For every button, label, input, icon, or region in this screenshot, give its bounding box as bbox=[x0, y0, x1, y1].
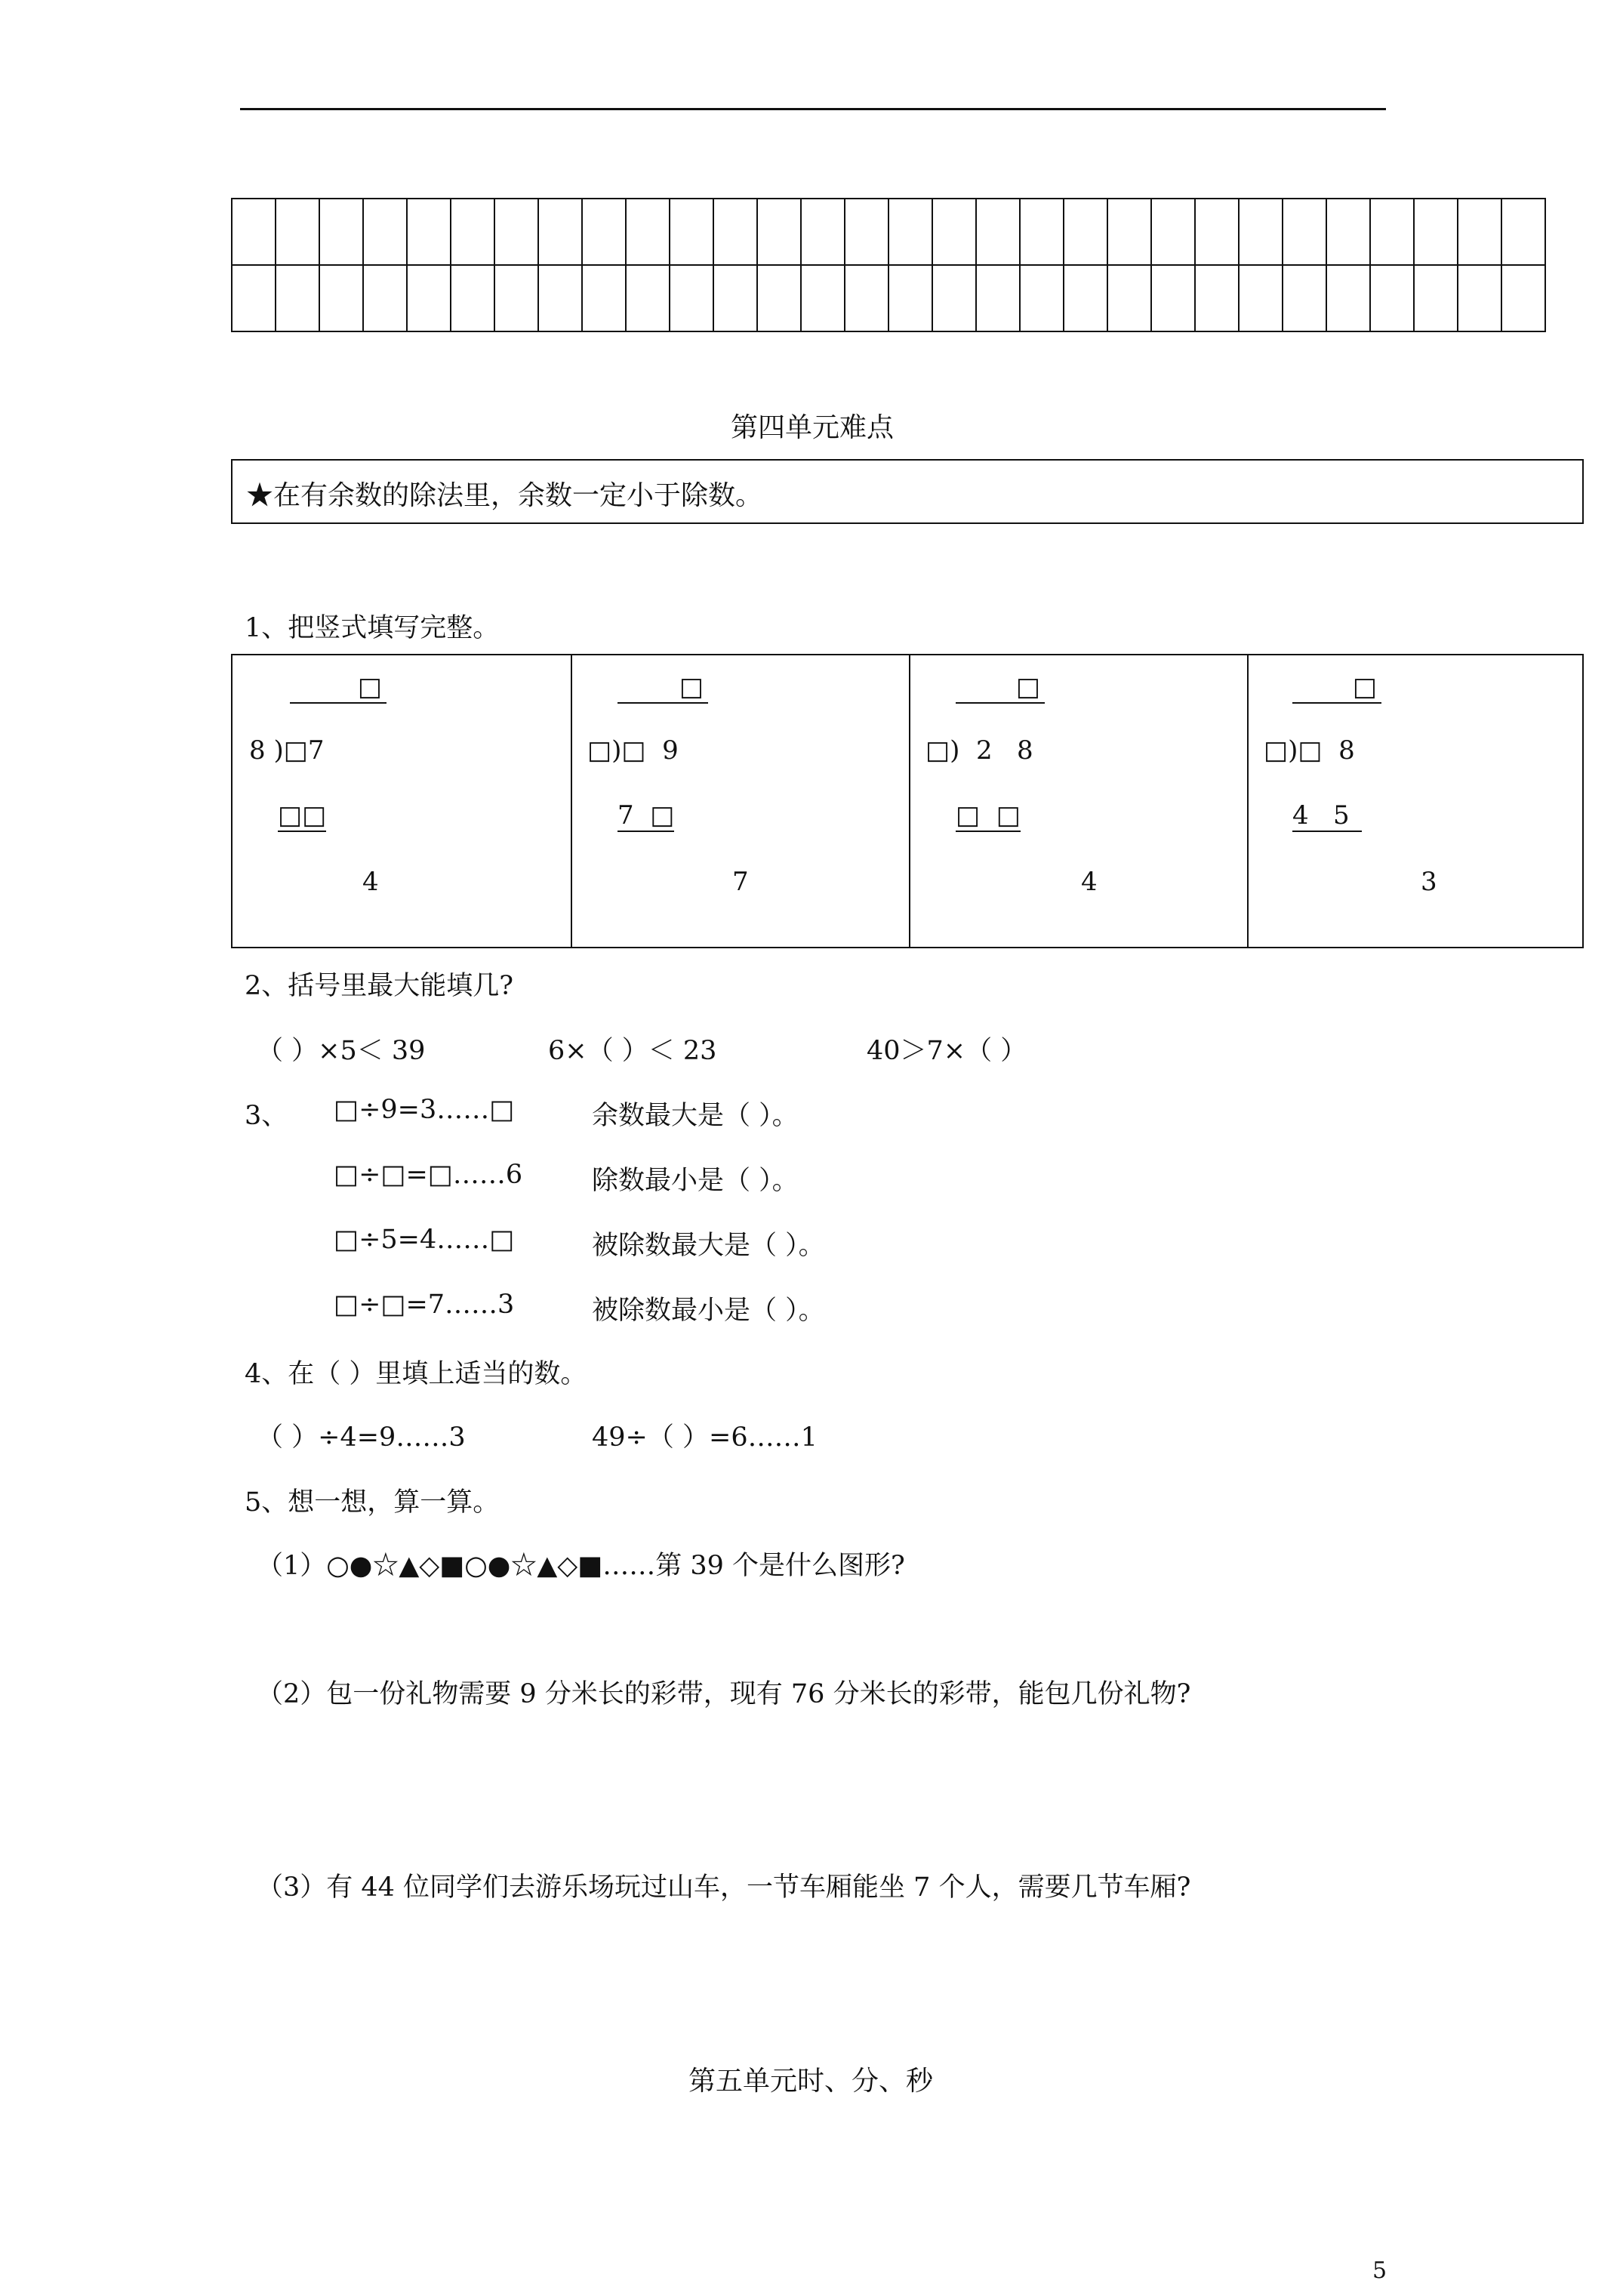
grid-row bbox=[232, 199, 1545, 265]
grid-cell bbox=[626, 265, 670, 331]
unit4-title: 第四单元难点 bbox=[731, 412, 895, 443]
q3-ask-4: 被除数最小是（ ）。 bbox=[592, 1296, 825, 1326]
grid-cell bbox=[1370, 199, 1414, 265]
grid-cell bbox=[670, 199, 713, 265]
q2-item-1: （ ）×5＜ 39 bbox=[257, 1036, 426, 1066]
remainder: 7 bbox=[732, 867, 749, 897]
grid-cell bbox=[276, 265, 319, 331]
product: 7 □ bbox=[617, 800, 675, 831]
q1-title: 1、把竖式填写完整。 bbox=[245, 613, 500, 643]
grid-cell bbox=[845, 199, 888, 265]
grid-cell bbox=[451, 199, 494, 265]
product: □□ bbox=[278, 800, 327, 831]
header-rule bbox=[240, 108, 1386, 110]
q2-item-3: 40＞7×（ ） bbox=[867, 1036, 1027, 1066]
grid-cell bbox=[582, 265, 626, 331]
q3-label: 3、 bbox=[245, 1101, 288, 1131]
grid-cell bbox=[1501, 265, 1545, 331]
grid-cell bbox=[538, 265, 582, 331]
grid-cell bbox=[976, 265, 1020, 331]
division-cell-2 bbox=[571, 655, 909, 947]
grid-cell bbox=[232, 199, 276, 265]
grid-cell bbox=[1107, 265, 1151, 331]
q3-expr-4: □÷□=7……3 bbox=[334, 1290, 515, 1320]
grid-cell bbox=[801, 265, 845, 331]
grid-cell bbox=[1458, 199, 1501, 265]
grid-cell bbox=[713, 265, 757, 331]
grid-cell bbox=[582, 199, 626, 265]
q2-item-2: 6×（ ）＜ 23 bbox=[548, 1036, 717, 1066]
grid-cell bbox=[1239, 265, 1283, 331]
q4-title: 4、在（ ）里填上适当的数。 bbox=[245, 1359, 587, 1389]
quotient: □ bbox=[617, 672, 708, 704]
grid-cell bbox=[1414, 265, 1458, 331]
q3-expr-3: □÷5=4……□ bbox=[334, 1225, 515, 1255]
grid-cell bbox=[1020, 265, 1064, 331]
grid-cell bbox=[1326, 265, 1370, 331]
remainder: 4 bbox=[1081, 867, 1098, 897]
grid-cell bbox=[494, 265, 538, 331]
key-point-box bbox=[231, 459, 1584, 524]
grid-cell bbox=[407, 265, 451, 331]
grid-cell bbox=[1370, 265, 1414, 331]
grid-cell bbox=[1239, 199, 1283, 265]
grid-cell bbox=[363, 199, 407, 265]
grid-cell bbox=[1064, 265, 1107, 331]
grid-cell bbox=[888, 265, 932, 331]
q3-expr-2: □÷□=□……6 bbox=[334, 1160, 523, 1190]
remainder: 3 bbox=[1421, 867, 1437, 897]
remainder: 4 bbox=[362, 867, 379, 897]
grid-cell bbox=[538, 199, 582, 265]
grid-cell bbox=[1151, 265, 1195, 331]
dividend: □)□ 8 bbox=[1264, 735, 1355, 766]
grid-cell bbox=[1414, 199, 1458, 265]
grid-cell bbox=[1195, 265, 1239, 331]
grid-cell bbox=[1458, 265, 1501, 331]
q5-title: 5、想一想，算一算。 bbox=[245, 1487, 500, 1518]
division-cell-1 bbox=[233, 655, 571, 947]
grid-cell bbox=[494, 199, 538, 265]
grid-cell bbox=[1107, 199, 1151, 265]
q5-item-1: （1）○●☆▲◇■○●☆▲◇■……第 39 个是什么图形? bbox=[257, 1551, 905, 1581]
grid-cell bbox=[407, 199, 451, 265]
q2-title: 2、括号里最大能填几? bbox=[245, 971, 514, 1001]
product: □ □ bbox=[956, 800, 1021, 831]
grid-cell bbox=[888, 199, 932, 265]
grid-cell bbox=[451, 265, 494, 331]
dividend: 8 )□7 bbox=[249, 735, 325, 766]
grid-cell bbox=[1326, 199, 1370, 265]
grid-cell bbox=[1020, 199, 1064, 265]
grid-cell bbox=[626, 199, 670, 265]
unit5-title: 第五单元时、分、秒 bbox=[688, 2066, 934, 2097]
grid-cell bbox=[1064, 199, 1107, 265]
grid-cell bbox=[932, 265, 976, 331]
quotient: □ bbox=[290, 672, 387, 704]
product: 4 5 bbox=[1292, 800, 1362, 832]
grid-cell bbox=[801, 199, 845, 265]
q3-ask-1: 余数最大是（ ）。 bbox=[592, 1101, 799, 1131]
grid-cell bbox=[976, 199, 1020, 265]
division-cell-4 bbox=[1247, 655, 1585, 947]
grid-cell bbox=[670, 265, 713, 331]
grid-cell bbox=[1195, 199, 1239, 265]
grid-row bbox=[232, 265, 1545, 331]
grid-cell bbox=[1283, 199, 1326, 265]
q3-ask-3: 被除数最大是（ ）。 bbox=[592, 1231, 825, 1261]
page-number: 5 bbox=[1372, 2257, 1387, 2284]
q5-item-3: （3）有 44 位同学们去游乐场玩过山车，一节车厢能坐 7 个人，需要几节车厢? bbox=[257, 1872, 1191, 1903]
grid-cell bbox=[1283, 265, 1326, 331]
long-division-table bbox=[231, 654, 1584, 948]
quotient: □ bbox=[956, 672, 1045, 704]
division-cell-3 bbox=[909, 655, 1247, 947]
q3-ask-2: 除数最小是（ ）。 bbox=[592, 1166, 799, 1196]
grid-cell bbox=[845, 265, 888, 331]
key-point-text: ★在有余数的除法里，余数一定小于除数。 bbox=[246, 480, 763, 511]
q4-item-1: （ ）÷4=9……3 bbox=[257, 1422, 466, 1453]
grid-cell bbox=[757, 199, 801, 265]
quotient: □ bbox=[1292, 672, 1381, 704]
grid-cell bbox=[1501, 199, 1545, 265]
grid-cell bbox=[319, 199, 363, 265]
grid-cell bbox=[232, 265, 276, 331]
writing-grid bbox=[231, 198, 1546, 332]
grid-cell bbox=[276, 199, 319, 265]
q3-expr-1: □÷9=3……□ bbox=[334, 1095, 515, 1125]
dividend: □) 2 8 bbox=[925, 735, 1033, 766]
dividend: □)□ 9 bbox=[587, 735, 679, 766]
grid-cell bbox=[757, 265, 801, 331]
q4-item-2: 49÷（ ）=6……1 bbox=[592, 1422, 818, 1453]
grid-cell bbox=[319, 265, 363, 331]
q5-item-2: （2）包一份礼物需要 9 分米长的彩带，现有 76 分米长的彩带，能包几份礼物? bbox=[257, 1679, 1191, 1709]
grid-cell bbox=[713, 199, 757, 265]
grid-cell bbox=[1151, 199, 1195, 265]
grid-cell bbox=[363, 265, 407, 331]
grid-cell bbox=[932, 199, 976, 265]
